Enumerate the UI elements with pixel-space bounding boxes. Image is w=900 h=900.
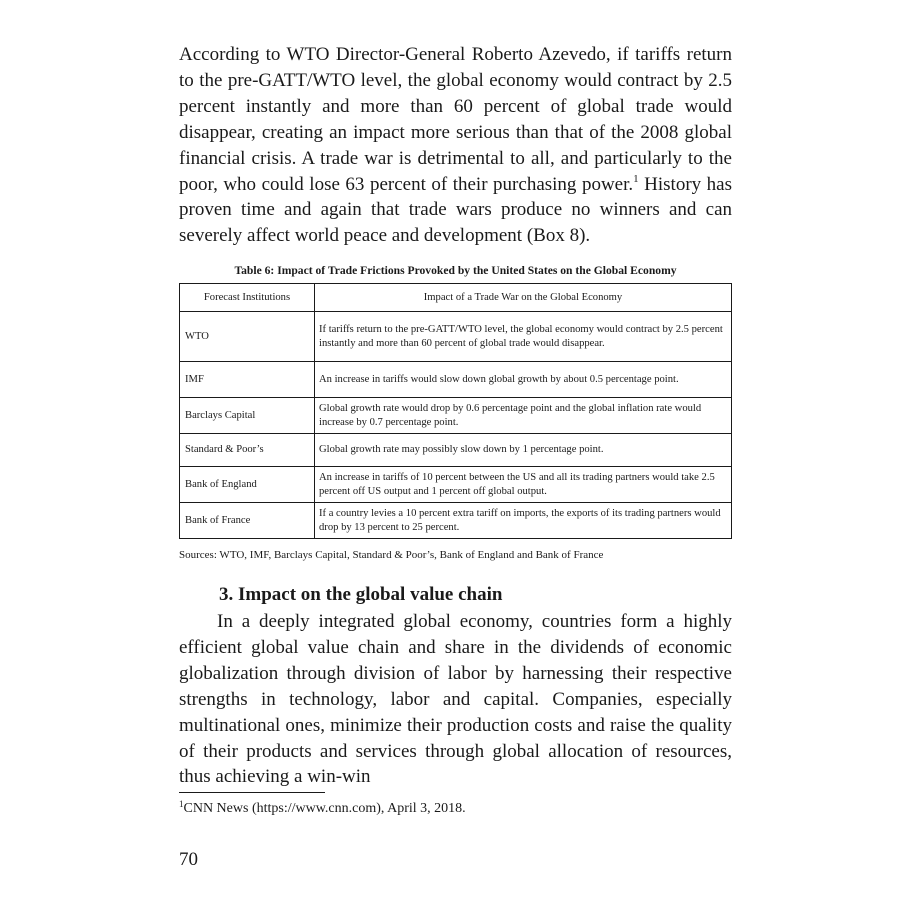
- table-row: [180, 467, 732, 503]
- institution-cell: IMF: [180, 362, 315, 398]
- impact-cell: Global growth rate would drop by 0.6 percentage point and the global inflation rate would increase by 0.7 percentage point.: [315, 398, 732, 434]
- institution-cell: WTO: [180, 312, 315, 362]
- table-sources: Sources: WTO, IMF, Barclays Capital, Standard & Poor’s, Bank of England and Bank of France: [179, 549, 604, 561]
- page-number: 70: [179, 849, 198, 870]
- institution-cell: Bank of England: [180, 467, 315, 503]
- paragraph-text: According to WTO Director-General Roberto Azevedo, if tariffs return to the pre-GATT/WTO level, the global economy would contract by 2.5 percent instantly and more than 60 percent of global trade would disappear, creating an impact more serious than that of the 2008 global financial crisis. A trade war is detrimental to all, and particularly to the poor, who could lose 63 percent of their purchasing power.: [179, 44, 732, 195]
- section-heading: 3. Impact on the global value chain: [219, 584, 503, 605]
- table-row: [180, 503, 732, 539]
- body-paragraph: [179, 42, 732, 249]
- institution-cell: Standard & Poor’s: [180, 434, 315, 467]
- table-row: [180, 398, 732, 434]
- table-row: [180, 434, 732, 467]
- impact-cell: An increase in tariffs of 10 percent between the US and all its trading partners would take 2.5 percent off US output and 1 percent off global output.: [315, 467, 732, 503]
- footnote: [179, 801, 466, 817]
- paragraph-text: In a deeply integrated global economy, countries form a highly efficient global value chain and share in the dividends of economic globalization through division of labor by harnessing their respective strengths in technology, labor and capital. Companies, especially multinational ones, minimize their production costs and raise the quality of their products and services through global allocation of resources, thus achieving a win-win: [179, 611, 732, 788]
- section-paragraph: [179, 609, 732, 790]
- impact-table: [179, 283, 732, 539]
- impact-cell: If tariffs return to the pre-GATT/WTO level, the global economy would contract by 2.5 percent instantly and more than 60 percent of global trade would disappear.: [315, 312, 732, 362]
- table-header-row: [180, 284, 732, 312]
- footnote-marker: 1: [179, 799, 184, 809]
- table-row: [180, 312, 732, 362]
- institution-cell: Bank of France: [180, 503, 315, 539]
- footnote-divider: [179, 792, 325, 793]
- impact-cell: Global growth rate may possibly slow down by 1 percentage point.: [315, 434, 732, 467]
- column-header-institutions: Forecast Institutions: [180, 284, 315, 312]
- impact-cell: An increase in tariffs would slow down global growth by about 0.5 percentage point.: [315, 362, 732, 398]
- table-caption: Table 6: Impact of Trade Frictions Provoked by the United States on the Global Economy: [234, 264, 677, 277]
- column-header-impact: Impact of a Trade War on the Global Economy: [315, 284, 732, 312]
- footnote-reference: 1: [633, 172, 639, 185]
- paragraph-text-tail: History has proven time and again that trade wars produce no winners and can severely affect world peace and development (Box 8).: [179, 173, 732, 247]
- institution-cell: Barclays Capital: [180, 398, 315, 434]
- footnote-text: CNN News (https://www.cnn.com), April 3, 2018.: [183, 801, 466, 816]
- impact-cell: If a country levies a 10 percent extra tariff on imports, the exports of its trading partners would drop by 13 percent to 25 percent.: [315, 503, 732, 539]
- table-row: [180, 362, 732, 398]
